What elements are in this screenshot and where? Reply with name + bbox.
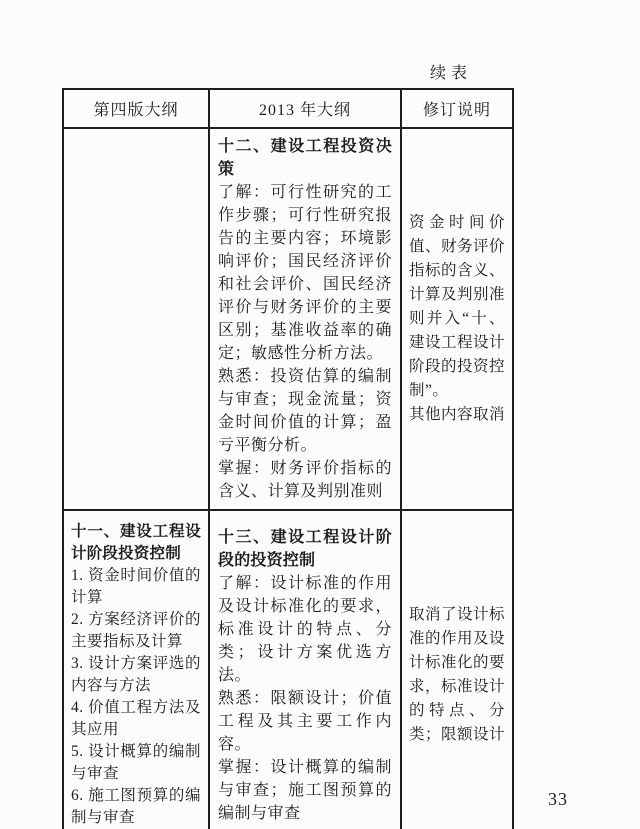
section-title: 十二、建设工程投资决策 [218, 138, 392, 178]
paragraph: 熟悉：投资估算的编制与审查；现金流量；资金时间价值的计算；盈亏平衡分析。 [218, 368, 392, 454]
paragraph: 取消了设计标准的作用及设计标准化的要求，标准设计的特点、分类；限额设计 [409, 606, 506, 743]
cell-row1-fourth-edition [63, 128, 209, 510]
cell-row1-2013-outline [209, 128, 401, 510]
table-row [63, 128, 513, 510]
page-number: 33 [548, 789, 568, 809]
continued-table-label: 续表 [430, 65, 473, 82]
header-cell-revision-notes: 修订说明 [401, 89, 513, 128]
paragraph: 5. 设计概算的编制与审查 [71, 743, 201, 782]
paragraph: 6. 施工图预算的编制与审查 [71, 787, 201, 826]
cell-row1-revision-notes [401, 128, 513, 510]
section-title: 十三、建设工程设计阶段的投资控制 [218, 528, 392, 569]
paragraph: 了解：设计标准的作用及设计标准化的要求，标准设计的特点、分类；设计方案优选方法。 [218, 574, 392, 684]
paragraph: 1. 资金时间价值的计算 [71, 567, 201, 606]
outline-comparison-table [62, 88, 514, 829]
table-header-row [63, 89, 513, 128]
table-row [63, 510, 513, 829]
paragraph: 掌握：设计概算的编制与审查；施工图预算的编制与审查 [218, 758, 392, 822]
paragraph: 资金时间价值、财务评价指标的含义、计算及判别准则并入“十、建设工程设计阶段的投资控制”。 [409, 214, 506, 399]
header-cell-2013-outline: 2013 年大纲 [209, 89, 401, 128]
cell-row2-fourth-edition [63, 510, 209, 829]
cell-row2-2013-outline [209, 510, 401, 829]
paragraph: 熟悉：限额设计；价值工程及其主要工作内容。 [218, 689, 392, 753]
section-title: 十一、建设工程设计阶段投资控制 [71, 523, 201, 562]
header-cell-fourth-edition-outline: 第四版大纲 [63, 89, 209, 128]
paragraph: 掌握：财务评价指标的含义、计算及判别准则 [218, 460, 392, 500]
paragraph: 了解：可行性研究的工作步骤；可行性研究报告的主要内容；环境影响评价；国民经济评价和社会评价、国民经济评价与财务评价的主要区别；基准收益率的确定；敏感性分析方法。 [218, 184, 392, 362]
paragraph: 2. 方案经济评价的主要指标及计算 [71, 611, 201, 650]
paragraph: 其他内容取消 [409, 406, 506, 423]
cell-row2-revision-notes [401, 510, 513, 829]
paragraph: 4. 价值工程方法及其应用 [71, 699, 201, 738]
paragraph: 3. 设计方案评选的内容与方法 [71, 655, 201, 694]
